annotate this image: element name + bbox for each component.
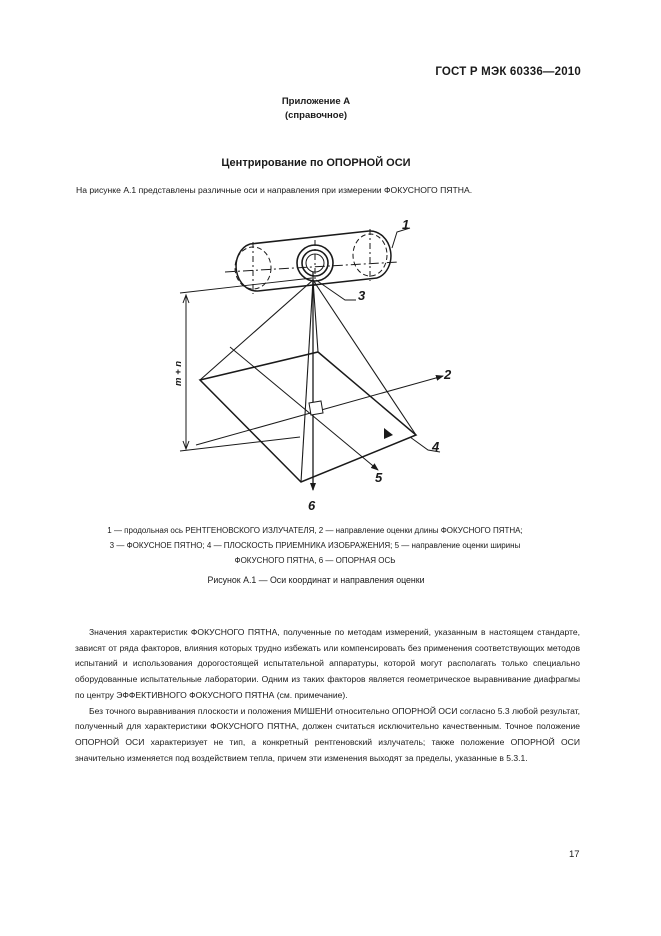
figure-label-6: 6 [308,498,316,513]
section-title: Центрирование по ОПОРНОЙ ОСИ [221,157,411,169]
figure-label-3: 3 [358,288,366,303]
center-marker [309,401,323,415]
legend-line-2: 3 — ФОКУСНОЕ ПЯТНО; 4 — ПЛОСКОСТЬ ПРИЕМНИКА ИЗОБРАЖЕНИЯ; 5 — направление оценки ширины [109,541,521,550]
figure-label-2: 2 [444,367,452,382]
figure-label-5: 5 [375,470,383,485]
body-text [75,625,580,766]
figure-label-m-plus-n: m + n [173,360,184,386]
longitudinal-axis [225,262,398,272]
annex-subtitle: (справочное) [284,110,348,121]
figure-caption: Рисунок А.1 — Оси координат и направления оценки [207,575,425,585]
paragraph-2: Без точного выравнивания плоскости и положения МИШЕНИ относительно ОПОРНОЙ ОСИ согласно 5.3 любой результат, полученный для характеристики ФОКУСНОГО ПЯТНА, должен считаться исключительно качественным. Точное положение ОПОРНОЙ ОСИ характеризует не тип, а конкретный рентгеновский излучатель; также положение ОПОРНОЙ ОСИ значительно изменяется под воздействием тепла, причем эти изменения выходят за пределы, указанные в 5.3.1. [75,705,580,763]
figure-label-4: 4 [432,439,440,454]
figure-label-1: 1 [402,217,410,232]
legend-line-3: ФОКУСНОГО ПЯТНА, 6 — ОПОРНАЯ ОСЬ [234,556,396,565]
page-number: 17 [569,849,580,860]
legend-line-1: 1 — продольная ось РЕНТГЕНОВСКОГО ИЗЛУЧАТЕЛЯ, 2 — направление оценки длины ФОКУСНОГО ПЯТНА; [107,526,523,535]
annex-title: Приложение А [281,96,351,107]
axis-5-arrow [230,347,378,470]
intro-text: На рисунке А.1 представлены различные оси и направления при измерении ФОКУСНОГО ПЯТНА. [76,185,473,195]
standard-number: ГОСТ Р МЭК 60336—2010 [435,66,581,78]
beam-rays [200,280,416,482]
paragraph-1: Значения характеристик ФОКУСНОГО ПЯТНА, полученные по методам измерений, указанным в настоящем стандарте, зависят от ряда факторов, влияния которых трудно избежать или компенсировать без применения соответствующих методов испытаний и использования дорогостоящей испытательной аппаратуры, которой могут располагать только специально оборудованные испытательные лаборатории. Одним из таких факторов является геометрическое выравнивание диафрагмы по центру ЭФФЕКТИВНОГО ФОКУСНОГО ПЯТНА (см. примечание). [75,627,580,700]
